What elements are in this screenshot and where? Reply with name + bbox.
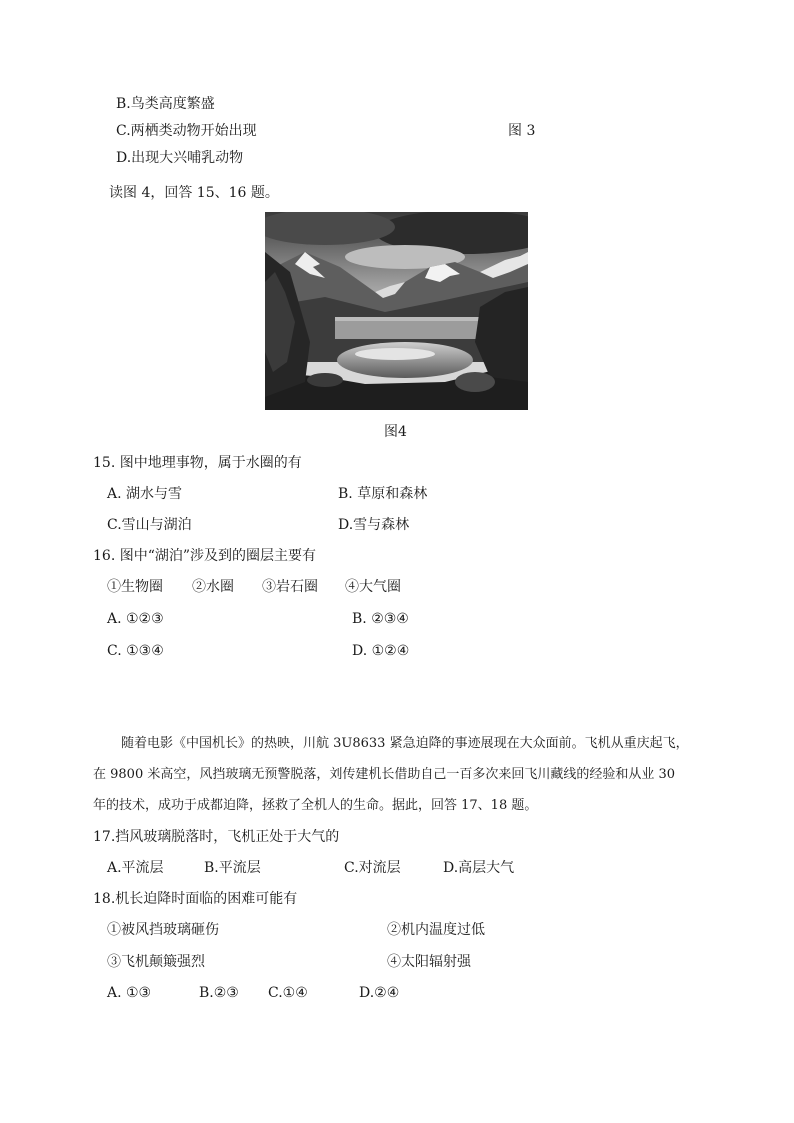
q18-item-4: ④太阳辐射强 bbox=[387, 954, 471, 970]
q17-option-a: A.平流层 bbox=[107, 860, 164, 876]
q15-stem: 15. 图中地理事物，属于水圈的有 bbox=[93, 455, 302, 471]
q16-item-2: ②水圈 bbox=[192, 579, 234, 595]
q18-option-d: D.②④ bbox=[359, 985, 400, 1001]
q18-item-3: ③飞机颠簸强烈 bbox=[107, 954, 205, 970]
q15-option-b: B. 草原和森林 bbox=[338, 486, 428, 502]
q16-stem: 16. 图中“湖泊”涉及到的圈层主要有 bbox=[93, 548, 317, 564]
q16-option-b: B. ②③④ bbox=[352, 611, 409, 627]
q17-option-b: B.平流层 bbox=[204, 860, 261, 876]
q16-option-d: D. ①②④ bbox=[352, 643, 410, 659]
q14-option-b: B.鸟类高度繁盛 bbox=[116, 96, 215, 112]
q14-option-d: D.出现大兴哺乳动物 bbox=[116, 150, 244, 166]
q16-item-4: ④大气圈 bbox=[345, 579, 401, 595]
q16-option-a: A. ①②③ bbox=[107, 611, 164, 627]
q15-option-a: A. 湖水与雪 bbox=[107, 486, 183, 502]
q18-option-b: B.②③ bbox=[199, 985, 239, 1001]
q16-item-3: ③岩石圈 bbox=[262, 579, 318, 595]
q16-item-1: ①生物圈 bbox=[107, 579, 163, 595]
q17-stem: 17.挡风玻璃脱落时，飞机正处于大气的 bbox=[93, 829, 340, 845]
passage-line-1: 随着电影《中国机长》的热映，川航 3U8633 紧急迫降的事迹展现在大众面前。飞机从重庆起飞， bbox=[121, 736, 689, 751]
q18-item-2: ②机内温度过低 bbox=[387, 922, 485, 938]
intro-15-16: 读图 4，回答 15、16 题。 bbox=[109, 185, 279, 201]
figure-3-label: 图 3 bbox=[508, 123, 536, 139]
q15-option-d: D.雪与森林 bbox=[338, 517, 410, 533]
q16-option-c: C. ①③④ bbox=[107, 643, 164, 659]
figure-4-photo bbox=[265, 212, 528, 410]
q18-option-c: C.①④ bbox=[268, 985, 308, 1001]
q15-option-c: C.雪山与湖泊 bbox=[107, 517, 192, 533]
figure-4-caption: 图4 bbox=[384, 424, 407, 440]
q14-option-c: C.两栖类动物开始出现 bbox=[116, 123, 257, 139]
q18-option-a: A. ①③ bbox=[107, 985, 152, 1001]
passage-line-2: 在 9800 米高空，风挡玻璃无预警脱落，刘传建机长借助自己一百多次来回飞川藏线的经验和从业 30 bbox=[93, 767, 676, 782]
q17-option-c: C.对流层 bbox=[344, 860, 401, 876]
q18-stem: 18.机长迫降时面临的困难可能有 bbox=[93, 891, 298, 907]
passage-line-3: 年的技术，成功于成都迫降，拯救了全机人的生命。据此，回答 17、18 题。 bbox=[93, 798, 538, 813]
q17-option-d: D.高层大气 bbox=[443, 860, 515, 876]
q18-item-1: ①被风挡玻璃砸伤 bbox=[107, 922, 219, 938]
